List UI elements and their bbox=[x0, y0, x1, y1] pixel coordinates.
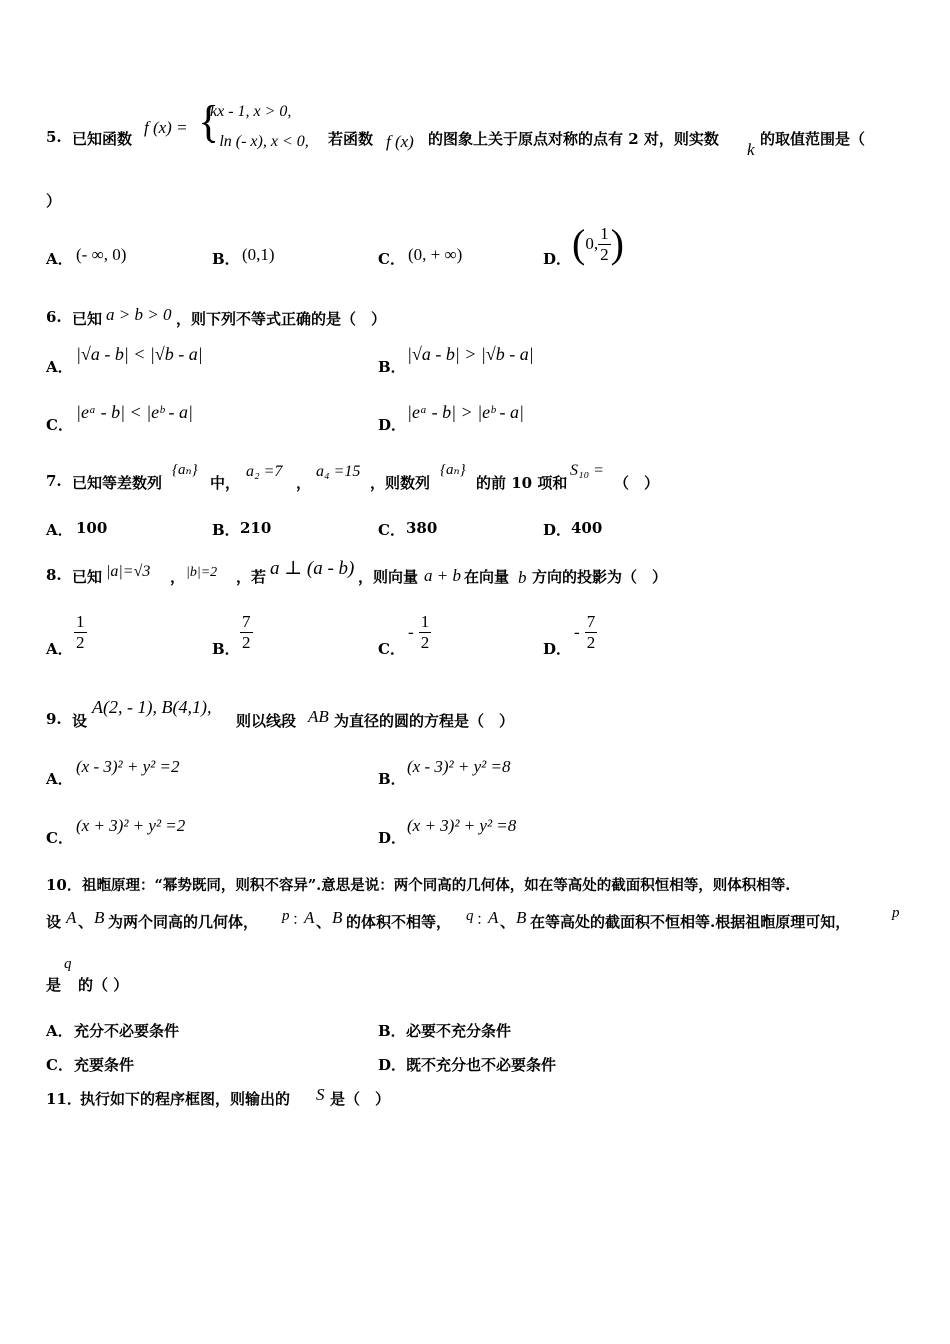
q8-magnitude-b: |b|=2 bbox=[186, 565, 218, 580]
q7-s10: S₁₀ = bbox=[570, 462, 604, 479]
q8-text-3: ，则向量 bbox=[358, 568, 419, 586]
q9-option-d-label: D． bbox=[378, 829, 407, 847]
q10-line-2-c: 的体积不相等， bbox=[346, 913, 452, 931]
q7-sequence-2: {aₙ} bbox=[440, 462, 466, 478]
q10-option-b: 必要不充分条件 bbox=[406, 1022, 512, 1040]
q10-number: 10． bbox=[46, 876, 82, 894]
q5-number: 5. bbox=[46, 128, 62, 146]
q11-text-1: 执行如下的程序框图，则输出的 bbox=[80, 1090, 291, 1108]
q10-line-2-a: 设 bbox=[46, 913, 62, 931]
q5-option-c-label: C． bbox=[378, 250, 405, 268]
q5-option-b-label: B． bbox=[212, 250, 240, 268]
q10-q-2: q bbox=[64, 956, 72, 972]
q9-text-1: 设 bbox=[72, 712, 88, 730]
q7-option-b: 210 bbox=[240, 519, 272, 537]
q8-option-d-label: D． bbox=[543, 640, 572, 658]
q9-option-c-label: C． bbox=[46, 829, 73, 847]
q8-sep: ， bbox=[170, 568, 186, 586]
q8-a-plus-b: a + b bbox=[424, 566, 461, 585]
q6-option-d-label: D． bbox=[378, 416, 407, 434]
q5-option-d-fraction: $\frac{1}{2}$ bbox=[600, 224, 609, 264]
q7-text-4: 的前 10 项和 bbox=[476, 474, 568, 492]
q10-option-c-label: C． bbox=[46, 1056, 73, 1074]
q10-A: A bbox=[66, 908, 77, 927]
q8-option-a-label: A． bbox=[46, 640, 73, 658]
q6-option-b-label: B． bbox=[378, 358, 406, 376]
q9-number: 9. bbox=[46, 710, 62, 728]
q6-option-d: |eᵃ - b| > |eᵇ - a| bbox=[407, 402, 524, 422]
q9-option-c: (x + 3)² + y² =2 bbox=[76, 816, 186, 835]
q7-number: 7. bbox=[46, 472, 62, 490]
q10-q: q bbox=[466, 908, 474, 924]
q8-magnitude-a: |a|=√3 bbox=[106, 563, 151, 580]
q8-text-4: 在向量 bbox=[464, 568, 510, 586]
q10-dun-3: 、 bbox=[500, 913, 516, 931]
q7-text-1: 已知等差数列 bbox=[72, 474, 163, 492]
q6-text-1: 已知 bbox=[72, 310, 103, 328]
q8-text-1: 已知 bbox=[72, 568, 103, 586]
q5-option-c: (0, + ∞) bbox=[408, 245, 463, 264]
q10-p: p bbox=[282, 908, 290, 924]
q8-option-d: - $\frac{7}{2}$ bbox=[574, 612, 596, 652]
q7-sequence: {aₙ} bbox=[172, 462, 198, 478]
q6-option-b: |√a - b| > |√b - a| bbox=[407, 344, 534, 364]
q7-option-d-label: D． bbox=[543, 521, 572, 539]
q10-line-3-b: 的（ ） bbox=[78, 976, 129, 994]
q8-vector-b: b bbox=[518, 568, 527, 587]
q5-text-1: 已知函数 bbox=[72, 130, 133, 148]
q7-text-2: 中， bbox=[210, 474, 241, 492]
q6-number: 6. bbox=[46, 308, 62, 326]
q5-option-a: (- ∞, 0) bbox=[76, 245, 127, 264]
q8-option-c: - $\frac{1}{2}$ bbox=[408, 612, 430, 652]
q10-option-d: 既不充分也不必要条件 bbox=[406, 1056, 557, 1074]
q11-text-2: 是（ ） bbox=[330, 1090, 391, 1108]
q6-condition: a > b > 0 bbox=[106, 305, 172, 324]
q5-text-3: 的图象上关于原点对称的点有 2 对，则实数 bbox=[428, 130, 719, 148]
q8-option-b-label: B． bbox=[212, 640, 240, 658]
q10-B-3: B bbox=[516, 908, 527, 927]
q8-option-a-fraction: $\frac{1}{2}$ bbox=[76, 612, 85, 652]
q5-option-a-label: A． bbox=[46, 250, 73, 268]
q10-line-2-d: 在等高处的截面积不恒相等.根据祖暅原理可知， bbox=[530, 913, 851, 931]
q6-option-a: |√a - b| < |√b - a| bbox=[76, 344, 203, 364]
q7-option-b-label: B． bbox=[212, 521, 240, 539]
q10-B: B bbox=[94, 908, 105, 927]
q10-line-1: 祖暅原理：“幂势既同，则积不容异”.意思是说：两个同高的几何体，如在等高处的截面积恒相等，则体积相等. bbox=[82, 877, 791, 894]
q10-dun-2: 、 bbox=[316, 913, 332, 931]
q10-option-a: 充分不必要条件 bbox=[74, 1022, 180, 1040]
q9-option-b: (x - 3)² + y² =8 bbox=[407, 757, 511, 776]
q10-line-3-a: 是 bbox=[46, 976, 62, 994]
q8-option-b bbox=[240, 612, 253, 653]
q8-option-c-fraction: $\frac{1}{2}$ bbox=[420, 612, 430, 652]
q10-colon-2: ： bbox=[476, 912, 492, 928]
q10-A-2: A bbox=[304, 908, 315, 927]
q8-option-c-label: C． bbox=[378, 640, 405, 658]
q5-k: k bbox=[747, 140, 755, 159]
q5-option-b: (0,1) bbox=[242, 245, 275, 264]
q8-option-d-fraction: $\frac{7}{2}$ bbox=[586, 612, 596, 652]
q10-option-c: 充要条件 bbox=[74, 1056, 135, 1074]
q10-dun: 、 bbox=[78, 913, 94, 931]
q6-option-a-label: A． bbox=[46, 358, 73, 376]
q9-text-3: 为直径的圆的方程是（ ） bbox=[334, 712, 515, 730]
q5-brace: { bbox=[198, 97, 220, 146]
q9-segment-ab: AB bbox=[308, 707, 329, 726]
q5-case-1: kx - 1, x > 0, bbox=[210, 103, 292, 120]
q10-p-2: p bbox=[892, 905, 900, 921]
q8-number: 8. bbox=[46, 566, 62, 584]
q9-option-a: (x - 3)² + y² =2 bbox=[76, 757, 180, 776]
q7-sep: ， bbox=[296, 474, 312, 492]
q7-option-d: 400 bbox=[571, 519, 603, 537]
q11-S: S bbox=[316, 1085, 325, 1104]
q5-close-paren: ） bbox=[46, 192, 62, 210]
q10-colon-1: ： bbox=[292, 912, 308, 928]
q10-option-b-label: B． bbox=[378, 1022, 406, 1040]
q9-text-2: 则以线段 bbox=[236, 712, 297, 730]
q7-option-c-label: C． bbox=[378, 521, 405, 539]
q5-fx2: f (x) bbox=[386, 132, 414, 151]
q9-option-d: (x + 3)² + y² =8 bbox=[407, 816, 517, 835]
q6-option-c-label: C． bbox=[46, 416, 73, 434]
q5-case-2: - ln (- x), x < 0, bbox=[210, 133, 309, 150]
q5-fx: f (x) = bbox=[144, 118, 188, 137]
q10-option-d-label: D． bbox=[378, 1056, 407, 1074]
q7-text-5: （ ） bbox=[614, 474, 660, 492]
q8-text-5: 方向的投影为（ ） bbox=[532, 568, 668, 586]
q11-number: 11． bbox=[46, 1090, 82, 1108]
q10-line-2-b: 为两个同高的几何体， bbox=[108, 913, 259, 931]
q7-option-c: 380 bbox=[406, 519, 438, 537]
q9-points: A(2, - 1), B(4,1), bbox=[92, 697, 212, 717]
q7-a4: a₄ =15 bbox=[316, 463, 361, 480]
q8-option-b-fraction: $\frac{7}{2}$ bbox=[242, 612, 251, 652]
q6-text-2: ，则下列不等式正确的是（ ） bbox=[176, 310, 387, 328]
q5-text-2: 若函数 bbox=[328, 130, 374, 148]
q10-option-a-label: A． bbox=[46, 1022, 73, 1040]
q5-text-4: 的取值范围是（ bbox=[760, 130, 866, 148]
q7-a2: a₂ =7 bbox=[246, 463, 283, 480]
q9-option-a-label: A． bbox=[46, 770, 73, 788]
q9-option-b-label: B． bbox=[378, 770, 406, 788]
q7-option-a: 100 bbox=[76, 519, 108, 537]
q10-A-3: A bbox=[488, 908, 499, 927]
q7-text-3: ，则数列 bbox=[370, 474, 431, 492]
q5-option-d-label: D． bbox=[543, 250, 572, 268]
q10-B-2: B bbox=[332, 908, 343, 927]
q7-option-a-label: A． bbox=[46, 521, 73, 539]
q8-text-2: ，若 bbox=[236, 568, 267, 586]
q8-option-a bbox=[74, 612, 87, 653]
q6-option-c: |eᵃ - b| < |eᵇ - a| bbox=[76, 402, 193, 422]
q8-perpendicular: a ⊥ (a - b) bbox=[270, 558, 355, 579]
q5-option-d: (0, $\frac{1}{2}$ ) bbox=[572, 221, 624, 266]
